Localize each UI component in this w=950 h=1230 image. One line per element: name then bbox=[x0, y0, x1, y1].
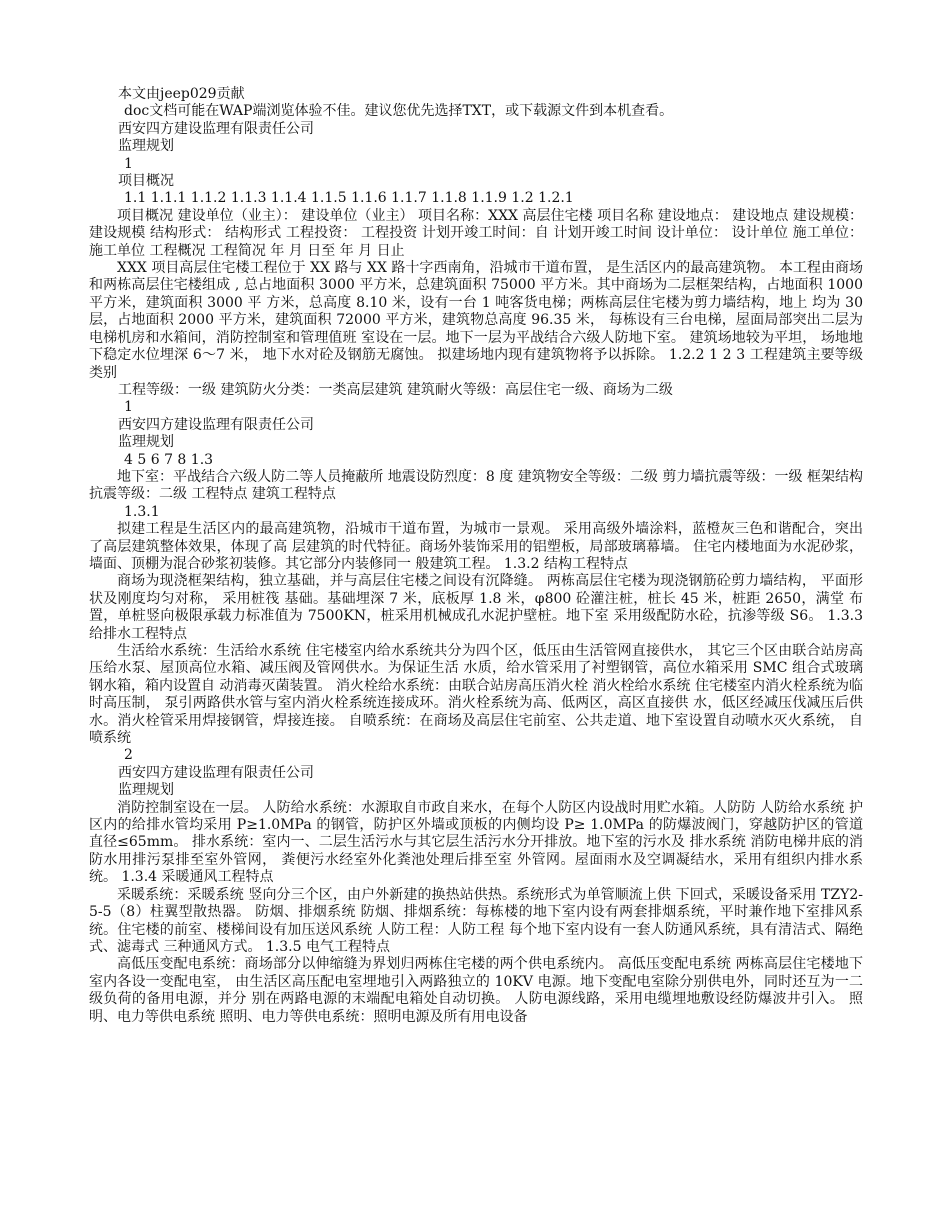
doc-title: 监理规划 bbox=[118, 782, 174, 799]
paragraph-heating: 采暖系统：采暖系统 竖向分三个区，由户外新建的换热站供热。系统形式为单管顺流上供 下回式，采暖设备采用 TZY2-5-5（8）柱翼型散热器。 防烟、排烟系统 防烟、排烟系统：每栋楼的地下室内设有两套排烟系统，平时兼作地下室排风系 统。住宅楼的前室、楼梯间设有加压送风系统 人防工程：人防工程 每个地下室内设有一套人防通风系统，具有清洁式、隔绝式、滤毒式 三种通风方式。 1.3.5 电气工程特点 bbox=[89, 886, 863, 955]
company-header: 西安四方建设监理有限责任公司 bbox=[118, 416, 314, 433]
company-header: 西安四方建设监理有限责任公司 bbox=[118, 764, 314, 781]
paragraph-fire-control: 消防控制室设在一层。 人防给水系统：水源取自市政自来水，在每个人防区内设战时用贮水箱。人防防 人防给水系统 护区内的给排水管均采用 P≥1.0MPa 的钢管，防护区外墙或顶板的内侧均设 P≥ 1.0MPa 的防爆波阀门，穿越防护区的管道直径≤65mm。 排水系统：室内一、二层生活污水与其它层生活污水分开排放。地下室的污水及 排水系统 消防电梯井底的消防水用排污泵排至室外管网， 粪便污水经室外化粪池处理后排至室 外管网。屋面雨水及空调凝结水，采用有组织内排水系统。 1.3.4 采暖通风工程特点 bbox=[89, 799, 863, 886]
doc-notice-line: doc文档可能在WAP端浏览体验不佳。建议您优先选择TXT，或下载源文件到本机查看。 bbox=[124, 103, 674, 120]
page-number: 1 bbox=[124, 399, 133, 416]
paragraph-water-supply: 生活给水系统：生活给水系统 住宅楼室内给水系统共分为四个区，低压由生活管网直接供水， 其它三个区由联合站房高压给水泵、屋顶高位水箱、减压阀及管网供水。为保证生活 水质，给水管采用了衬塑钢管，高位水箱采用 SMC 组合式玻璃钢水箱，箱内设置自 动消毒灭菌装置。 消火栓给水系统：由联合站房高压消火栓 消火栓给水系统 住宅楼室内消火栓系统为临时高压制， 泵引两路供水管与室内消火栓系统连接成环。消火栓系统为高、低两区，高区直接供 水，低区经减压伐减压后供水。消火栓管采用焊接钢管，焊接连接。 自喷系统：在商场及高层住宅前室、公共走道、地下室设置自动喷水灭火系统， 自喷系统 bbox=[89, 643, 863, 747]
page-number: 2 bbox=[124, 747, 133, 764]
source-line: 本文由jeep029贡献 bbox=[118, 86, 245, 102]
doc-title: 监理规划 bbox=[118, 138, 174, 155]
toc-numbers: 4 5 6 7 8 1.3 bbox=[124, 451, 214, 468]
page-number: 1 bbox=[124, 155, 133, 172]
paragraph-architecture: 拟建工程是生活区内的最高建筑物，沿城市干道布置，为城市一景观。 采用高级外墙涂料，蓝橙灰三色和谐配合，突出了高层建筑整体效果，体现了高 层建筑的时代特征。商场外装饰采用的铝塑板，局部玻璃幕墙。 住宅内楼地面为水泥砂浆，墙面、顶棚为混合砂浆初装修。其它部分内装修同一 般建筑工程。 1.3.2 结构工程特点 bbox=[89, 521, 863, 572]
grade-line: 工程等级：一级 建筑防火分类：一类高层建筑 建筑耐火等级：高层住宅一级、商场为二级 bbox=[118, 381, 673, 398]
toc-numbers: 1.1 1.1.1 1.1.2 1.1.3 1.1.4 1.1.5 1.1.6 1.1.7 1.1.8 1.1.9 1.2 1.2.1 bbox=[124, 190, 574, 207]
paragraph-structure: 商场为现浇框架结构，独立基础，并与高层住宅楼之间设有沉降缝。 两栋高层住宅楼为现浇钢筋砼剪力墙结构， 平面形状及刚度均匀对称， 采用桩筏 基础。基础埋深 7 米，底板厚 1.8 米，φ800 砼灌注桩，桩长 45 米，桩距 2650，满堂 布置，单桩竖向极限承载力标准值为 7500KN，桩采用机械成孔水泥护壁桩。地下室 采用级配防水砼，抗渗等级 S6。 1.3.3 给排水工程特点 bbox=[89, 573, 863, 642]
paragraph-project-info: 项目概况 建设单位（业主）： 建设单位（业主） 项目名称：XXX 高层住宅楼 项目名称 建设地点： 建设地点 建设规模： 建设规模 结构形式： 结构形式 工程投资： 工程投资 计划开竣工时间：自 计划开竣工时间 设计单位： 设计单位 施工单位： 施工单位 工程概况 工程简况 年 月 日至 年 月 日止 bbox=[89, 207, 863, 259]
doc-title: 监理规划 bbox=[118, 434, 174, 451]
paragraph-project-overview: XXX 项目高层住宅楼工程位于 XX 路与 XX 路十字西南角，沿城市干道布置， 是生活区内的最高建筑物。 本工程由商场和两栋高层住宅楼组成 , 总占地面积 3000 平方米，总建筑面积 75000 平方米。其中商场为二层框架结构，占地面积 1000 平方米，建筑面积 3000 平 方米，总高度 8.10 米，设有一台 1 吨客货电梯；两栋高层住宅楼为剪力墙结构，地上 均为 30 层，占地面积 2000 平方米，建筑面积 72000 平方米，建筑物总高度 96.35 米， 每栋设有三台电梯，屋面局部突出二层为电梯机房和水箱间，消防控制室和管理值班 室设在一层。地下一层为平战结合六级人防地下室。 建筑场地较为平坦， 场地地下稳定水位埋深 6～7 米， 地下水对砼及钢筋无腐蚀。 拟建场地内现有建筑物将予以拆除。 1.2.2 1 2 3 工程建筑主要等级类别 bbox=[89, 260, 863, 381]
document-page bbox=[89, 86, 863, 1026]
paragraph-basement: 地下室：平战结合六级人防二等人员掩蔽所 地震设防烈度：8 度 建筑物安全等级：二级 剪力墙抗震等级：一级 框架结构抗震等级：二级 工程特点 建筑工程特点 bbox=[89, 468, 863, 503]
section-number: 1.3.1 bbox=[124, 503, 160, 520]
company-header: 西安四方建设监理有限责任公司 bbox=[118, 120, 314, 137]
section-heading: 项目概况 bbox=[118, 173, 174, 190]
paragraph-electrical: 高低压变配电系统：商场部分以伸缩缝为界划归两栋住宅楼的两个供电系统内。 高低压变配电系统 两栋高层住宅楼地下室内各设一变配电室， 由生活区高压配电室埋地引入两路独立的 10KV 电源。地下变配电室除分别供电外，同时还互为一二级负荷的备用电源，并分 别在两路电源的末端配电箱处自动切换。 人防电源线路，采用电缆埋地敷设经防爆波井引入。 照明、电力等供电系统 照明、电力等供电系统：照明电源及所有用电设备 bbox=[89, 956, 863, 1025]
